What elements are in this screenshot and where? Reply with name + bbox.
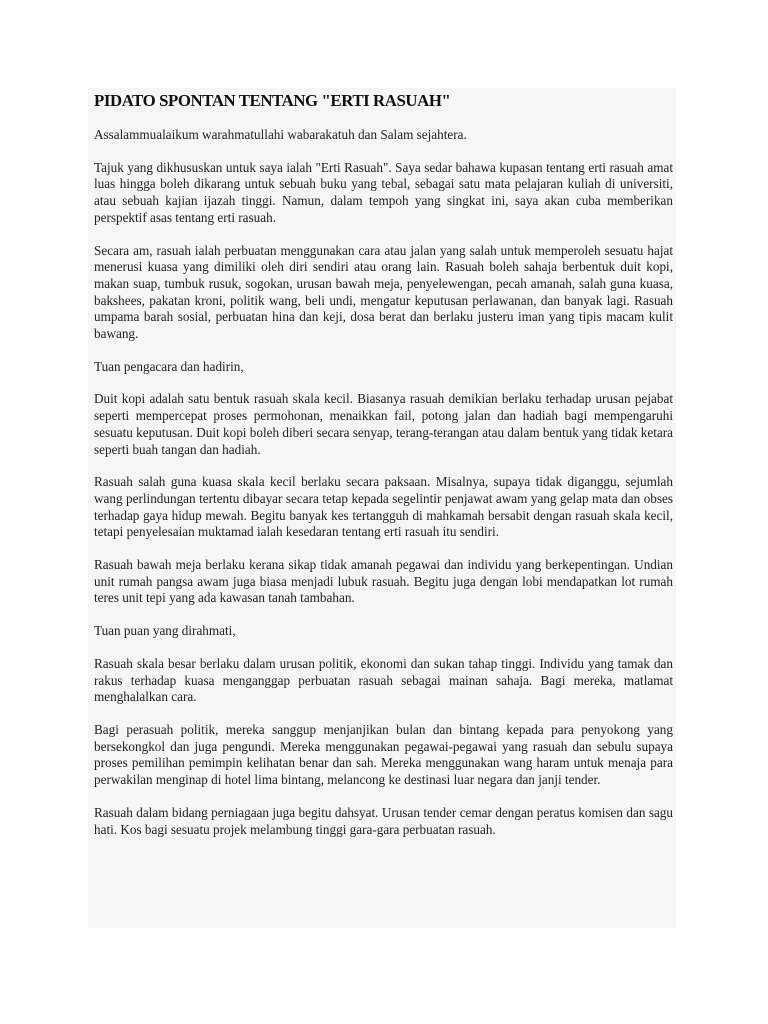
paragraph-greeting: Assalammualaikum warahmatullahi wabarakatuh dan Salam sejahtera. xyxy=(94,127,467,142)
paragraph-address-1: Tuan pengacara dan hadirin, xyxy=(94,358,244,374)
paragraph-introduction: Tajuk yang dikhususkan untuk saya ialah "Erti Rasuah". Saya sedar bahawa kupasan tentang erti rasuah amat luas hingga boleh dikarang untuk sebuah buku yang tebal, sebagai satu mata pelajaran kuliah di universiti, atau sebuah kajian ijazah tinggi. Namun, dalam tempoh yang singkat ini, saya akan cuba memberikan perspektif asas tentang erti rasuah. xyxy=(94,159,673,225)
paragraph-skala-besar: Rasuah skala besar berlaku dalam urusan politik, ekonomi dan sukan tahap tinggi. Individu yang tamak dan rakus terhadap kuasa menganggap perbuatan rasuah sebagai mainan sahaja. Bagi mereka, matlamat menghalalkan cara. xyxy=(94,655,673,705)
paragraph-perniagaan: Rasuah dalam bidang perniagaan juga begitu dahsyat. Urusan tender cemar dengan peratus komisen dan sagu hati. Kos bagi sesuatu projek melambung tinggi gara-gara perbuatan rasuah. xyxy=(94,804,673,837)
paragraph-duit-kopi: Duit kopi adalah satu bentuk rasuah skala kecil. Biasanya rasuah demikian berlaku terhadap urusan pejabat seperti mempercepat proses permohonan, menaikkan fail, potong jalan dan hadiah bagi mempengaruhi sesuatu keputusan. Duit kopi boleh diberi secara senyap, terang-terangan atau dalam bentuk yang tidak ketara seperti buah tangan dan hadiah. xyxy=(94,391,673,457)
document-page xyxy=(88,88,676,928)
paragraph-politik: Bagi perasuah politik, mereka sanggup menjanjikan bulan dan bintang kepada para penyokong yang bersekongkol dan juga pengundi. Mereka menggunakan pegawai-pegawai yang rasuah dan sebulu supaya proses pemilihan pemimpin kelihatan benar dan sah. Mereka menggunakan wang haram untuk menaja para perwakilan menginap di hotel lima bintang, melancong ke destinasi luar negara dan janji tender. xyxy=(94,721,673,788)
paragraph-definition: Secara am, rasuah ialah perbuatan menggunakan cara atau jalan yang salah untuk memperoleh sesuatu hajat menerusi kuasa yang dimiliki oleh diri sendiri atau orang lain. Rasuah boleh sahaja berbentuk duit kopi, makan suap, tumbuk rusuk, sogokan, urusan bawah meja, penyelewengan, pecah amanah, salah guna kuasa, bakshees, pakatan kroni, politik wang, beli undi, mengatur keputusan perlawanan, dan banyak lagi. Rasuah umpama barah sosial, perbuatan hina dan keji, dosa berat dan berlaku justeru iman yang tipis macam kulit bawang. xyxy=(94,242,673,342)
document-title: PIDATO SPONTAN TENTANG "ERTI RASUAH" xyxy=(94,91,451,110)
paragraph-address-2: Tuan puan yang dirahmati, xyxy=(94,623,236,639)
paragraph-salah-guna-kuasa: Rasuah salah guna kuasa skala kecil berlaku secara paksaan. Misalnya, supaya tidak diganggu, sejumlah wang perlindungan tertentu dibayar secara tetap kepada segelintir penjawat awam yang gelap mata dan obses terhadap gaya hidup mewah. Begitu banyak kes tertangguh di mahkamah bersabit dengan rasuah skala kecil, tetapi penyelesaian muktamad ialah kesedaran tentang erti rasuah itu sendiri. xyxy=(94,474,673,540)
paragraph-bawah-meja: Rasuah bawah meja berlaku kerana sikap tidak amanah pegawai dan individu yang berkepentingan. Undian unit rumah pangsa awam juga biasa menjadi lubuk rasuah. Begitu juga dengan lobi mendapatkan lot rumah teres unit tepi yang ada kawasan tanah tambahan. xyxy=(94,557,673,606)
